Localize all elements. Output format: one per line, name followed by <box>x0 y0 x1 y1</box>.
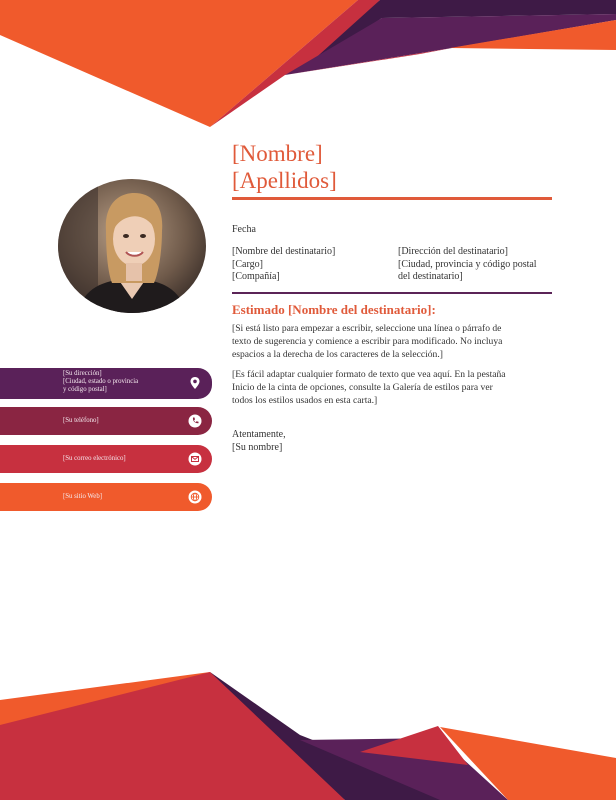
email-pill[interactable] <box>0 445 212 473</box>
phone-text: [Su teléfono] <box>63 417 99 424</box>
salutation-divider <box>232 292 552 294</box>
paragraph-2[interactable] <box>232 369 562 407</box>
date-label[interactable]: Fecha <box>232 224 256 235</box>
salutation[interactable]: Estimado [Nombre del destinatario]: <box>232 302 436 317</box>
paragraph-2-line: Inicio de la cinta de opciones, consulte la Galería de estilos para ver <box>232 381 493 393</box>
website-text: [Su sitio Web] <box>63 493 102 500</box>
profile-photo <box>58 179 206 313</box>
address-postal-line: y código postal] <box>63 386 107 393</box>
paragraph-1-line: [Si está listo para empezar a escribir, seleccione una línea o párrafo de <box>232 323 502 334</box>
recipient-address-block <box>398 246 537 284</box>
recipient-company[interactable]: [Compañía] <box>232 271 280 282</box>
recipient-city-line[interactable]: [Ciudad, provincia y código postal <box>398 258 537 270</box>
recipient-address-line[interactable]: [Dirección del destinatario] <box>398 246 508 257</box>
first-name[interactable]: [Nombre] <box>232 141 323 166</box>
paragraph-1-line: espacios a la derecha de los caracteres de la selección.] <box>232 348 443 360</box>
recipient-city-line-2[interactable]: del destinatario] <box>398 271 463 282</box>
paragraph-2-line: todos los estilos usados en esta carta.] <box>232 394 378 406</box>
paragraph-1[interactable] <box>232 323 562 361</box>
recipient-title[interactable]: [Cargo] <box>232 258 263 270</box>
email-text: [Su correo electrónico] <box>63 455 126 462</box>
address-pill[interactable] <box>0 368 212 399</box>
recipient-block <box>232 246 335 284</box>
closing-block <box>232 429 286 454</box>
phone-icon <box>188 414 202 428</box>
address-city-line: [Ciudad, estado o provincia <box>63 378 139 385</box>
last-name[interactable]: [Apellidos] <box>232 168 337 193</box>
address-line: [Su dirección] <box>63 370 102 377</box>
closing[interactable]: Atentamente, <box>232 429 286 440</box>
name-divider <box>232 197 552 200</box>
website-pill[interactable] <box>0 483 212 511</box>
recipient-name[interactable]: [Nombre del destinatario] <box>232 246 336 257</box>
location-pin-icon <box>188 376 202 390</box>
phone-pill[interactable] <box>0 407 212 435</box>
globe-icon <box>188 490 202 504</box>
paragraph-2-line: [Es fácil adaptar cualquier formato de texto que vea aquí. En la pestaña <box>232 369 506 380</box>
email-icon <box>188 452 202 466</box>
paragraph-1-line: texto de sugerencia y comience a escribir para modificado. No incluya <box>232 335 503 347</box>
name-block <box>232 140 554 194</box>
signature-name[interactable]: [Su nombre] <box>232 441 283 453</box>
